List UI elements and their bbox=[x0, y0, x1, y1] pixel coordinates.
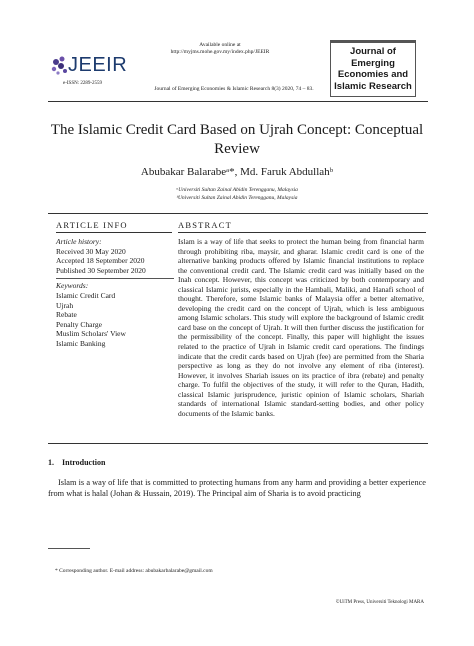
abstract-rule bbox=[178, 232, 426, 233]
article-info-rule bbox=[56, 232, 172, 233]
keyword: Islamic Banking bbox=[56, 338, 106, 348]
journal-name: Journal of Emerging Economies and Islamic Research bbox=[334, 46, 412, 92]
abstract-end-divider bbox=[48, 443, 428, 444]
article-info bbox=[56, 237, 174, 349]
published-date: Published 30 September 2020 bbox=[56, 265, 146, 275]
accepted-date: Accepted 18 September 2020 bbox=[56, 256, 145, 266]
header-divider bbox=[48, 101, 428, 102]
article-info-heading: ARTICLE INFO bbox=[56, 220, 128, 230]
journal-citation: Journal of Emerging Economies & Islamic Research 8(3) 2020, 74 – 83. bbox=[154, 86, 314, 92]
keyword: Penalty Charge bbox=[56, 319, 102, 329]
logo-text: JEEIR bbox=[68, 54, 128, 76]
eissn: e-ISSN: 2289-2559 bbox=[63, 81, 103, 86]
journal-url[interactable]: http://myjms.mohe.gov.my/index.php/JEEIR bbox=[170, 49, 270, 55]
keyword: Ujrah bbox=[56, 300, 74, 310]
abstract-heading: ABSTRACT bbox=[178, 220, 232, 230]
history-label: Article history: bbox=[56, 237, 102, 246]
received-date: Received 30 May 2020 bbox=[56, 246, 126, 256]
keyword: Rebate bbox=[56, 310, 77, 320]
section-divider bbox=[48, 213, 428, 214]
keyword: Islamic Credit Card bbox=[56, 290, 116, 300]
introduction-text: Islam is a way of life that is committed to protecting humans from any harm and providing a better experience from what is halal (Johan & Hussain, 2019). The Principal aim of Sharia is to avoid practicing bbox=[48, 478, 426, 498]
abstract-text: Islam is a way of life that seeks to protect the human being from financial harm through prohibiting riba, maysir, and gharar. Islamic credit card is one of the alternative banking products offered by Islamic financial institutions to replace the conventional credit card. The Islamic credit card was initially based on the Inah concept. However, this concept was criticized by both contemporary and classical Islamic jurists, especially in the Hambali, Maliki, and Hanafi school of thought. Therefore, some Islamic banks of Malaysia offer a better alternative, developing the credit card on the concept of Ujrah, which is less ambiguous among Islamic scholars. This study will explore the background of Islamic credit card base on the concept of Ujrah. It will then further discuss the justification for the permissibility of the concept. Finally, this paper will highlight the issues related to the practice of Ujrah in Islamic credit card operations. The findings indicate that the credit cards based on Ujrah (fee) are permitted from the Sharia perspective as long as they do not involve any element of riba (interest). However, it involves Shariah issues on its practice of ibra (rebate) and penalty charge. To fulfil the objectives of the study, it will refer to the Quran, Hadith, classical Islamic jurisprudence, juristic opinion of Islamic scholars, Shariah standards of international Islamic standard-setting bodies, and other policy documents of the Islamic banks. bbox=[178, 237, 424, 418]
authors: Abubakar Balarabeᵃ*, Md. Faruk Abdullahᵇ bbox=[140, 166, 334, 178]
journal-name-box bbox=[330, 40, 416, 97]
paper-title: The Islamic Credit Card Based on Ujrah Concept: Conceptual Review bbox=[50, 122, 424, 157]
corresponding-author-footnote: * Corresponding author. E-mail address: abubakarbalarabe@gmail.com bbox=[55, 568, 213, 574]
affiliations bbox=[40, 186, 434, 202]
keyword: Muslim Scholars' View bbox=[56, 329, 126, 339]
affiliation-a: ᵃUniversiti Sultan Zainal Abidin Terengganu, Malaysia bbox=[176, 187, 298, 193]
introduction-heading: 1. Introduction bbox=[48, 458, 106, 467]
affiliation-b: ᵇUniversiti Sultan Zainal Abidin Terengganu, Malaysia bbox=[176, 195, 298, 201]
available-online-label: Available online at bbox=[199, 42, 241, 48]
footnote-divider bbox=[48, 548, 90, 549]
keywords-label: Keywords: bbox=[56, 281, 89, 291]
copyright-notice: ©UiTM Press, Universiti Teknologi MARA bbox=[335, 600, 424, 605]
availability-note bbox=[155, 42, 285, 56]
